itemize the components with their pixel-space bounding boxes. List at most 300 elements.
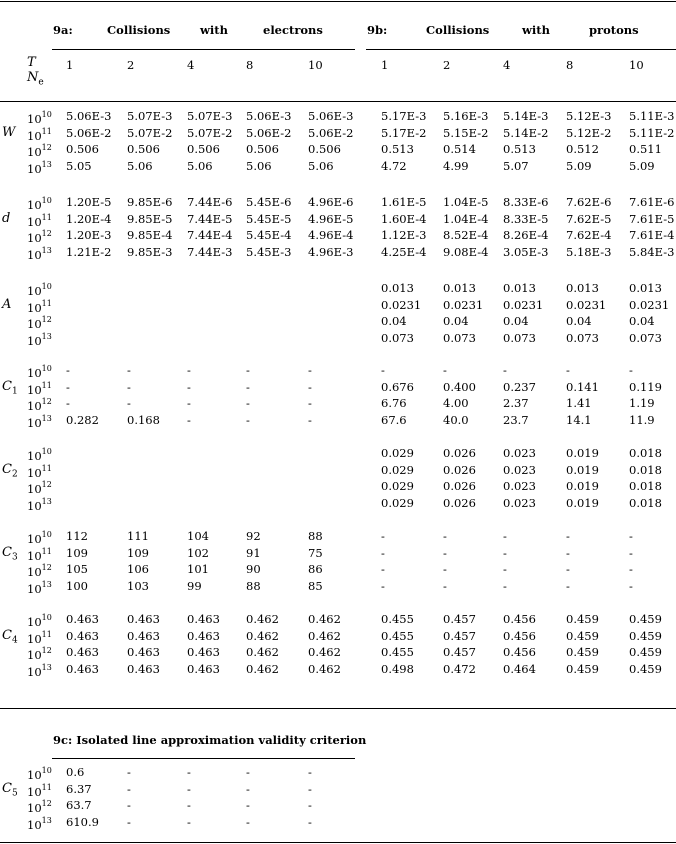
group-9c-title: 9c: Isolated line approximation validity criterion [53,733,367,747]
table-cell: 0.463 [187,662,220,676]
table-cell: 0.463 [66,612,99,626]
group-9c-rule [52,758,355,759]
table-cell: - [381,562,385,576]
table-cell: 9.85E-6 [127,195,173,209]
table-cell: 0.073 [503,331,536,345]
table-cell: 0.237 [503,380,536,394]
table-cell: 0.456 [503,629,536,643]
table-cell: 0.472 [443,662,476,676]
table-cell: - [503,546,507,560]
table-cell: 0.141 [566,380,599,394]
density-value: $10^{13}$ [27,497,52,513]
table-cell: - [566,529,570,543]
table-cell: - [246,765,250,779]
table-cell: - [127,363,131,377]
table-cell: 5.06E-3 [66,109,112,123]
table-cell: 5.07E-2 [127,126,173,140]
table-cell: 0.0231 [443,298,484,312]
table-cell: 104 [187,529,209,543]
table-cell: 0.462 [308,645,341,659]
temperature-header: 8 [566,58,574,72]
bottom-rule [0,842,676,843]
temperature-header: 2 [127,58,135,72]
table-cell: 4.99 [443,159,469,173]
table-cell: 109 [127,546,149,560]
row-group-symbol: $C_2$ [2,462,18,480]
row-group-symbol: $C_4$ [2,628,18,646]
table-cell: 5.06 [246,159,272,173]
table-cell: 7.62E-4 [566,228,612,242]
table-cell: 0.04 [381,314,407,328]
table-cell: 0.026 [443,479,476,493]
group-9b-word-1: Collisions [426,23,490,37]
density-value: $10^{13}$ [27,580,52,596]
density-value: $10^{13}$ [27,160,52,176]
table-cell: 0.512 [566,142,599,156]
density-value: $10^{13}$ [27,816,52,832]
table-cell: - [246,798,250,812]
table-cell: - [127,782,131,796]
table-cell: 105 [66,562,88,576]
table-cell: 0.506 [66,142,99,156]
table-cell: 4.96E-6 [308,195,354,209]
table-cell: 0.04 [503,314,529,328]
row-group-symbol: $C_1$ [2,379,18,397]
density-value: $10^{12}$ [27,646,52,662]
table-cell: - [381,363,385,377]
group-9b-rule [366,49,676,50]
density-value: $10^{12}$ [27,143,52,159]
group-9a-word-1: Collisions [107,23,171,37]
table-cell: 0.0231 [503,298,544,312]
table-cell: - [503,363,507,377]
table-cell: 1.60E-4 [381,212,427,226]
table-cell: 0.455 [381,629,414,643]
table-cell: 5.14E-3 [503,109,549,123]
table-cell: 7.62E-6 [566,195,612,209]
table-cell: 5.12E-2 [566,126,612,140]
table-cell: 0.013 [566,281,599,295]
table-cell: 0.029 [381,446,414,460]
table-cell: 0.018 [629,496,662,510]
table-cell: 0.023 [503,463,536,477]
table-cell: 0.463 [127,629,160,643]
density-value: $10^{11}$ [27,464,52,480]
table-cell: 103 [127,579,149,593]
table-cell: 11.9 [629,413,655,427]
table-cell: - [246,380,250,394]
table-cell: 0.013 [381,281,414,295]
table-cell: 0.6 [66,765,85,779]
density-value: $10^{12}$ [27,563,52,579]
table-cell: 0.019 [566,496,599,510]
temperature-header: 2 [443,58,451,72]
table-cell: - [503,562,507,576]
table-cell: 7.44E-5 [187,212,233,226]
table-cell: - [629,529,633,543]
table-cell: 86 [308,562,323,576]
table-cell: - [187,782,191,796]
table-cell: 0.455 [381,645,414,659]
table-cell: 5.12E-3 [566,109,612,123]
table-cell: 5.05 [66,159,92,173]
table-cell: 0.073 [566,331,599,345]
table-cell: - [127,765,131,779]
table-cell: 0.0231 [381,298,422,312]
density-value: $10^{11}$ [27,127,52,143]
density-value: $10^{13}$ [27,663,52,679]
table-cell: 7.44E-3 [187,245,233,259]
group-9b-word-3: protons [589,23,639,37]
group-9a-word-3: electrons [263,23,323,37]
table-cell: 5.07 [503,159,529,173]
table-cell: 0.463 [127,662,160,676]
table-cell: 5.84E-3 [629,245,675,259]
table-cell: 9.08E-4 [443,245,489,259]
density-value: $10^{11}$ [27,547,52,563]
density-value: $10^{12}$ [27,229,52,245]
table-cell: 0.457 [443,612,476,626]
table-cell: 7.61E-6 [629,195,675,209]
table-cell: 2.37 [503,396,529,410]
table-cell: 1.04E-5 [443,195,489,209]
density-value: $10^{13}$ [27,414,52,430]
table-cell: 0.013 [503,281,536,295]
table-cell: 7.61E-4 [629,228,675,242]
table-cell: - [629,562,633,576]
table-cell: 0.018 [629,446,662,460]
table-cell: 0.013 [629,281,662,295]
table-cell: 0.023 [503,446,536,460]
table-cell: 5.06E-2 [246,126,292,140]
table-cell: 0.463 [127,612,160,626]
table-cell: 6.37 [66,782,92,796]
table-cell: 0.514 [443,142,476,156]
temperature-header: 1 [66,58,74,72]
table-cell: 5.45E-6 [246,195,292,209]
density-value: $10^{10}$ [27,282,52,298]
table-cell: 0.511 [629,142,662,156]
table-cell: 0.073 [629,331,662,345]
density-value: $10^{11}$ [27,783,52,799]
table-cell: - [308,798,312,812]
table-cell: 112 [66,529,88,543]
table-cell: - [629,579,633,593]
table-cell: 0.026 [443,463,476,477]
table-cell: - [246,815,250,829]
table-cell: 0.513 [381,142,414,156]
table-cell: 5.45E-4 [246,228,292,242]
table-cell: 0.459 [629,612,662,626]
table-cell: 0.506 [187,142,220,156]
table-cell: - [381,546,385,560]
table-cell: 0.029 [381,463,414,477]
table-cell: 0.463 [66,645,99,659]
table-cell: 0.506 [127,142,160,156]
table-cell: 0.459 [566,645,599,659]
density-label: $N_e$ [27,70,44,88]
table-cell: - [127,798,131,812]
table-cell: - [381,529,385,543]
group-9a-id: 9a: [53,23,73,37]
bottom-rule-9ab [0,708,676,709]
table-cell: 8.26E-4 [503,228,549,242]
table-cell: 0.459 [566,662,599,676]
table-cell: 0.462 [308,612,341,626]
table-cell: 0.029 [381,479,414,493]
table-cell: 4.96E-4 [308,228,354,242]
table-cell: 101 [187,562,209,576]
table-cell: 0.456 [503,645,536,659]
table-cell: 0.459 [629,662,662,676]
table-cell: - [308,815,312,829]
density-value: $10^{10}$ [27,110,52,126]
table-cell: 0.013 [443,281,476,295]
table-cell: - [308,765,312,779]
table-cell: - [246,396,250,410]
density-value: $10^{13}$ [27,332,52,348]
table-cell: 5.18E-3 [566,245,612,259]
row-group-symbol: d [2,211,11,226]
table-cell: 5.45E-5 [246,212,292,226]
table-cell: 0.459 [629,629,662,643]
table-cell: 14.1 [566,413,592,427]
table-cell: 3.05E-3 [503,245,549,259]
table-cell: 5.07E-2 [187,126,233,140]
table-cell: - [66,380,70,394]
table-cell: 0.023 [503,479,536,493]
group-9b-word-2: with [522,23,550,37]
group-9a-rule [52,49,355,50]
row-group-symbol: W [2,125,16,140]
table-cell: 0.026 [443,496,476,510]
table-cell: 0.463 [66,629,99,643]
table-cell: 6.76 [381,396,407,410]
table-cell: - [308,413,312,427]
temperature-header: 8 [246,58,254,72]
table-cell: 0.462 [246,612,279,626]
table-cell: 5.07E-3 [187,109,233,123]
table-cell: 5.11E-3 [629,109,675,123]
table-cell: 0.04 [566,314,592,328]
table-cell: 5.17E-3 [381,109,427,123]
group-9b-id: 9b: [367,23,388,37]
table-cell: - [187,815,191,829]
table-cell: 0.019 [566,446,599,460]
table-cell: 109 [66,546,88,560]
table-cell: 0.463 [66,662,99,676]
table-cell: 0.0231 [629,298,670,312]
table-cell: 5.45E-3 [246,245,292,259]
table-cell: 9.85E-3 [127,245,173,259]
table-cell: - [443,529,447,543]
table-cell: - [127,815,131,829]
table-cell: 0.04 [629,314,655,328]
table-cell: - [187,765,191,779]
density-value: $10^{10}$ [27,196,52,212]
table-cell: - [443,562,447,576]
temperature-header: 4 [503,58,511,72]
table-cell: 0.463 [127,645,160,659]
density-value: $10^{10}$ [27,530,52,546]
table-cell: - [566,363,570,377]
table-cell: 0.455 [381,612,414,626]
table-cell: - [503,579,507,593]
density-value: $10^{11}$ [27,213,52,229]
table-cell: 0.464 [503,662,536,676]
table-cell: 99 [187,579,202,593]
table-cell: - [66,396,70,410]
table-cell: - [566,562,570,576]
table-cell: 1.04E-4 [443,212,489,226]
table-cell: 5.11E-2 [629,126,675,140]
table-cell: - [127,396,131,410]
density-value: $10^{12}$ [27,397,52,413]
temperature-header: 10 [308,58,323,72]
table-cell: 1.20E-4 [66,212,112,226]
table-cell: 0.459 [566,612,599,626]
density-value: $10^{11}$ [27,630,52,646]
table-cell: - [308,363,312,377]
density-value: $10^{11}$ [27,299,52,315]
density-value: $10^{12}$ [27,315,52,331]
table-cell: - [566,546,570,560]
header-bottom-rule [0,101,676,102]
density-value: $10^{10}$ [27,447,52,463]
table-cell: 75 [308,546,323,560]
temperature-header: 1 [381,58,389,72]
density-value: $10^{10}$ [27,766,52,782]
table-cell: 5.14E-2 [503,126,549,140]
table-cell: - [443,579,447,593]
table-cell: 7.62E-5 [566,212,612,226]
table-cell: 5.07E-3 [127,109,173,123]
table-cell: 0.026 [443,446,476,460]
table-cell: 23.7 [503,413,529,427]
table-cell: 0.459 [629,645,662,659]
temperature-header: 4 [187,58,195,72]
table-cell: 88 [308,529,323,543]
table-cell: 0.029 [381,496,414,510]
table-cell: 0.463 [187,629,220,643]
table-cell: 1.41 [566,396,592,410]
table-cell: 8.33E-5 [503,212,549,226]
table-cell: 0.282 [66,413,99,427]
table-cell: - [66,363,70,377]
table-cell: 85 [308,579,323,593]
density-value: $10^{12}$ [27,799,52,815]
table-cell: 0.676 [381,380,414,394]
table-cell: 0.459 [566,629,599,643]
table-cell: - [566,579,570,593]
table-cell: 92 [246,529,261,543]
table-cell: 0.457 [443,629,476,643]
temperature-label: T [27,55,36,70]
table-cell: - [187,363,191,377]
table-cell: 40.0 [443,413,469,427]
table-cell: 0.506 [308,142,341,156]
table-cell: 9.85E-5 [127,212,173,226]
table-cell: 5.06 [187,159,213,173]
table-cell: - [246,363,250,377]
table-cell: 5.16E-3 [443,109,489,123]
table-cell: - [187,380,191,394]
table-cell: - [246,782,250,796]
table-cell: 100 [66,579,88,593]
table-cell: 8.33E-6 [503,195,549,209]
table-cell: 1.19 [629,396,655,410]
table-cell: 0.462 [308,662,341,676]
table-cell: - [127,380,131,394]
table-cell: 0.119 [629,380,662,394]
table-cell: 0.018 [629,463,662,477]
table-cell: 0.498 [381,662,414,676]
group-9a-word-2: with [200,23,228,37]
density-value: $10^{10}$ [27,613,52,629]
table-cell: 0.456 [503,612,536,626]
temperature-header: 10 [629,58,644,72]
table-cell: - [381,579,385,593]
table-cell: 88 [246,579,261,593]
table-cell: 7.61E-5 [629,212,675,226]
table-cell: - [443,546,447,560]
table-cell: 5.06E-3 [308,109,354,123]
table-cell: 0.019 [566,479,599,493]
table-cell: 0.023 [503,496,536,510]
table-cell: 0.0231 [566,298,607,312]
density-value: $10^{10}$ [27,364,52,380]
table-cell: 0.019 [566,463,599,477]
table-cell: - [308,396,312,410]
table-cell: 0.168 [127,413,160,427]
table-cell: - [246,413,250,427]
table-cell: 5.06 [127,159,153,173]
table-cell: - [187,396,191,410]
table-cell: 0.457 [443,645,476,659]
table-cell: 1.21E-2 [66,245,112,259]
table-cell: 1.61E-5 [381,195,427,209]
table-cell: 7.44E-6 [187,195,233,209]
table-cell: 0.04 [443,314,469,328]
table-cell: 1.20E-5 [66,195,112,209]
table-cell: 0.400 [443,380,476,394]
table-cell: 0.462 [246,629,279,643]
table-cell: 0.462 [246,645,279,659]
table-cell: - [187,798,191,812]
table-cell: - [187,413,191,427]
row-group-symbol: $C_3$ [2,545,18,563]
table-cell: 5.06E-2 [308,126,354,140]
table-cell: 5.06E-3 [246,109,292,123]
table-cell: 0.073 [381,331,414,345]
table-cell: 106 [127,562,149,576]
table-cell: 4.00 [443,396,469,410]
table-cell: 5.17E-2 [381,126,427,140]
table-cell: 0.463 [187,645,220,659]
table-cell: 90 [246,562,261,576]
table-cell: 0.462 [246,662,279,676]
table-cell: 0.018 [629,479,662,493]
table-cell: - [629,546,633,560]
table-cell: 1.12E-3 [381,228,427,242]
row-group-symbol: $C_5$ [2,781,18,799]
table-cell: 0.463 [187,612,220,626]
table-cell: 610.9 [66,815,99,829]
row-group-symbol: A [2,297,12,312]
table-cell: - [308,782,312,796]
table-cell: 9.85E-4 [127,228,173,242]
density-value: $10^{12}$ [27,480,52,496]
